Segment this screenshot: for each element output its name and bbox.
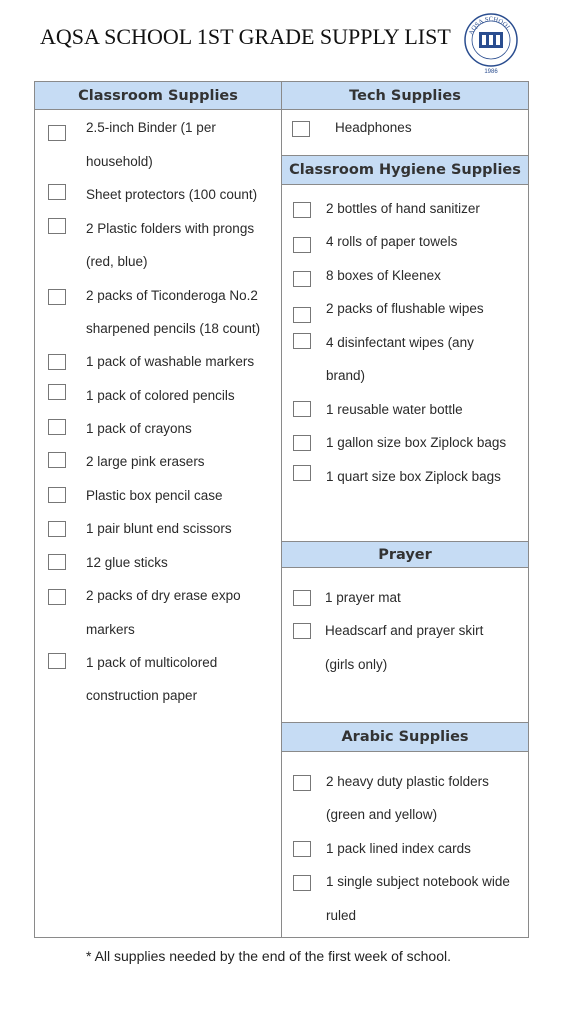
item-plastic-folders-arabic: 2 heavy duty plastic folders: [326, 774, 489, 789]
item-binder-cont: household): [86, 154, 153, 169]
item-notebook: 1 single subject notebook wide: [326, 874, 510, 889]
item-headscarf: Headscarf and prayer skirt: [325, 623, 484, 638]
item-water-bottle: 1 reusable water bottle: [326, 402, 463, 417]
item-expo-markers: 2 packs of dry erase expo: [86, 588, 241, 603]
checkbox-quart-bags[interactable]: [293, 465, 311, 481]
item-markers: 1 pack of washable markers: [86, 354, 255, 369]
item-kleenex: 8 boxes of Kleenex: [326, 268, 441, 283]
item-headphones: Headphones: [335, 120, 412, 135]
checkbox-glue-sticks[interactable]: [48, 554, 66, 570]
item-construction-paper: 1 pack of multicolored: [86, 655, 218, 670]
checkbox-headphones[interactable]: [292, 121, 310, 137]
item-paper-towels: 4 rolls of paper towels: [326, 234, 458, 249]
checkbox-scissors[interactable]: [48, 521, 66, 537]
checkbox-erasers[interactable]: [48, 452, 66, 468]
item-index-cards: 1 pack lined index cards: [326, 841, 471, 856]
item-quart-bags: 1 quart size box Ziplock bags: [326, 469, 501, 484]
item-sheet-protectors: Sheet protectors (100 count): [86, 187, 258, 202]
footnote: * All supplies needed by the end of the first week of school.: [86, 948, 452, 964]
page-title: AQSA SCHOOL 1ST GRADE SUPPLY LIST: [40, 24, 451, 49]
hygiene-supplies-heading: Classroom Hygiene Supplies: [281, 155, 529, 185]
checkbox-prayer-mat[interactable]: [293, 590, 311, 606]
checkbox-notebook[interactable]: [293, 875, 311, 891]
item-plastic-folders: 2 Plastic folders with prongs: [86, 221, 255, 236]
item-pencils: 2 packs of Ticonderoga No.2: [86, 288, 258, 303]
item-hand-sanitizer: 2 bottles of hand sanitizer: [326, 201, 480, 216]
checkbox-pencil-case[interactable]: [48, 487, 66, 503]
item-prayer-mat: 1 prayer mat: [325, 590, 401, 605]
item-binder: 2.5-inch Binder (1 per: [86, 120, 216, 135]
school-logo: [463, 12, 519, 74]
checkbox-headscarf[interactable]: [293, 623, 311, 639]
checkbox-colored-pencils[interactable]: [48, 384, 66, 400]
checkbox-hand-sanitizer[interactable]: [293, 202, 311, 218]
item-flushable-wipes: 2 packs of flushable wipes: [326, 301, 484, 316]
item-erasers: 2 large pink erasers: [86, 454, 205, 469]
prayer-heading: Prayer: [281, 541, 529, 568]
checkbox-plastic-folders[interactable]: [48, 218, 66, 234]
checkbox-kleenex[interactable]: [293, 271, 311, 287]
item-headscarf-cont: (girls only): [325, 657, 388, 672]
item-construction-paper-cont: construction paper: [86, 688, 198, 703]
svg-text:1986: 1986: [484, 69, 498, 74]
checkbox-markers[interactable]: [48, 354, 66, 370]
tech-supplies-heading: Tech Supplies: [281, 81, 529, 110]
classroom-supplies-heading: Classroom Supplies: [34, 81, 282, 110]
checkbox-construction-paper[interactable]: [48, 653, 66, 669]
item-glue-sticks: 12 glue sticks: [86, 555, 168, 570]
item-plastic-folders-arabic-cont: (green and yellow): [326, 807, 438, 822]
checkbox-binder[interactable]: [48, 125, 66, 141]
checkbox-gallon-bags[interactable]: [293, 435, 311, 451]
checkbox-expo-markers[interactable]: [48, 589, 66, 605]
svg-text:AQSA SCHOOL: AQSA SCHOOL: [467, 15, 512, 36]
checkbox-crayons[interactable]: [48, 419, 66, 435]
checkbox-index-cards[interactable]: [293, 841, 311, 857]
item-disinfectant-wipes-cont: brand): [326, 368, 366, 383]
item-scissors: 1 pair blunt end scissors: [86, 521, 232, 536]
item-pencils-cont: sharpened pencils (18 count): [86, 321, 261, 336]
checkbox-paper-towels[interactable]: [293, 237, 311, 253]
checkbox-disinfectant-wipes[interactable]: [293, 333, 311, 349]
arabic-supplies-heading: Arabic Supplies: [281, 722, 529, 752]
checkbox-flushable-wipes[interactable]: [293, 307, 311, 323]
item-gallon-bags: 1 gallon size box Ziplock bags: [326, 435, 507, 450]
item-plastic-folders-cont: (red, blue): [86, 254, 148, 269]
item-pencil-case: Plastic box pencil case: [86, 488, 223, 503]
item-expo-markers-cont: markers: [86, 622, 135, 637]
item-colored-pencils: 1 pack of colored pencils: [86, 388, 235, 403]
checkbox-water-bottle[interactable]: [293, 401, 311, 417]
checkbox-pencils[interactable]: [48, 289, 66, 305]
item-disinfectant-wipes: 4 disinfectant wipes (any: [326, 335, 474, 350]
item-crayons: 1 pack of crayons: [86, 421, 192, 436]
checkbox-plastic-folders-arabic[interactable]: [293, 775, 311, 791]
item-notebook-cont: ruled: [326, 908, 357, 923]
checkbox-sheet-protectors[interactable]: [48, 184, 66, 200]
